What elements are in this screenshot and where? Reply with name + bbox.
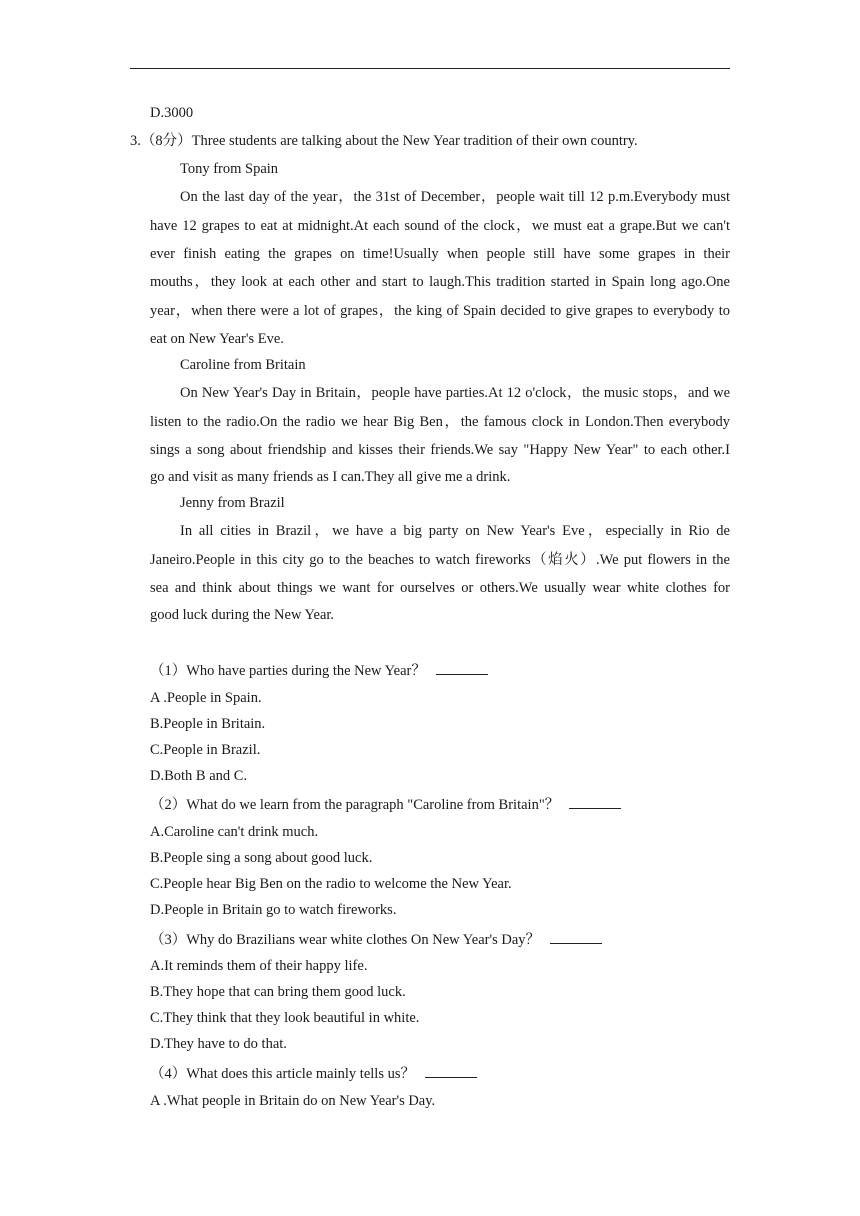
- passage-heading-caroline: Caroline from Britain: [180, 357, 306, 373]
- option-a: A.It reminds them of their happy life.: [150, 958, 368, 974]
- answer-blank: [569, 794, 621, 809]
- passage-line: listen to the radio.On the radio we hear Big Ben，the famous clock in London.Then everybody: [150, 414, 730, 430]
- sub-question-2: [150, 794, 621, 814]
- passage-line: good luck during the New Year.: [150, 607, 335, 623]
- answer-blank: [550, 929, 602, 944]
- option-d: D.They have to do that.: [150, 1036, 287, 1052]
- passage-line: eat on New Year's Eve.: [150, 331, 284, 347]
- answer-blank: [436, 660, 488, 675]
- question-score: （8分）: [140, 133, 192, 149]
- passage-line: sings a song about friendship and kisses their friends.We say "Happy New Year" to each other.I: [150, 442, 730, 458]
- passage-line: year，when there were a lot of grapes，the king of Spain decided to give grapes to everybody to: [150, 303, 730, 319]
- question-stem: （4）What does this article mainly tells us？: [150, 1066, 415, 1082]
- option-a: A .People in Spain.: [150, 690, 262, 706]
- sub-question-3: [150, 929, 602, 949]
- option-a: A .What people in Britain do on New Year's Day.: [150, 1093, 436, 1109]
- passage-line: On the last day of the year，the 31st of December，people wait till 12 p.m.Everybody must: [180, 189, 730, 205]
- answer-blank: [425, 1063, 477, 1078]
- option-c: C.People in Brazil.: [150, 742, 261, 758]
- passage-heading-jenny: Jenny from Brazil: [180, 495, 285, 511]
- previous-option-d: D.3000: [150, 105, 194, 121]
- passage-line: have 12 grapes to eat at midnight.At each sound of the clock，we must eat a grape.But we can't: [150, 218, 730, 234]
- question-stem: （1）Who have parties during the New Year？: [150, 663, 426, 679]
- passage-line: sea and think about things we want for ourselves or others.We usually wear white clothes for: [150, 580, 730, 596]
- option-b: B.They hope that can bring them good luck.: [150, 984, 406, 1000]
- passage-line: In all cities in Brazil，we have a big party on New Year's Eve，especially in Rio de: [180, 523, 730, 539]
- question-number: 3.: [130, 133, 141, 149]
- question-stem: （2）What do we learn from the paragraph "Caroline from Britain"？: [150, 797, 560, 813]
- option-b: B.People in Britain.: [150, 716, 266, 732]
- sub-question-1: [150, 660, 488, 680]
- question-prompt: Three students are talking about the New Year tradition of their own country.: [191, 133, 638, 149]
- passage-line: Janeiro.People in this city go to the beaches to watch fireworks（焰火）.We put flowers in the: [150, 552, 730, 568]
- option-d: D.People in Britain go to watch fireworks.: [150, 902, 397, 918]
- question-header: [130, 132, 638, 150]
- header-rule: [130, 68, 730, 69]
- option-c: C.They think that they look beautiful in white.: [150, 1010, 420, 1026]
- passage-heading-tony: Tony from Spain: [180, 161, 279, 177]
- option-b: B.People sing a song about good luck.: [150, 850, 373, 866]
- option-c: C.People hear Big Ben on the radio to welcome the New Year.: [150, 876, 512, 892]
- passage-line: ever finish eating the grapes on time!Usually when people still have some grapes in their: [150, 246, 730, 262]
- passage-line: On New Year's Day in Britain，people have parties.At 12 o'clock，the music stops，and we: [180, 385, 730, 401]
- option-a: A.Caroline can't drink much.: [150, 824, 319, 840]
- passage-line: mouths，they look at each other and start to laugh.This tradition started in Spain long ago.One: [150, 274, 730, 290]
- sub-question-4: [150, 1063, 477, 1083]
- passage-line: go and visit as many friends as I can.They all give me a drink.: [150, 469, 511, 485]
- option-d: D.Both B and C.: [150, 768, 248, 784]
- question-stem: （3）Why do Brazilians wear white clothes On New Year's Day？: [150, 932, 540, 948]
